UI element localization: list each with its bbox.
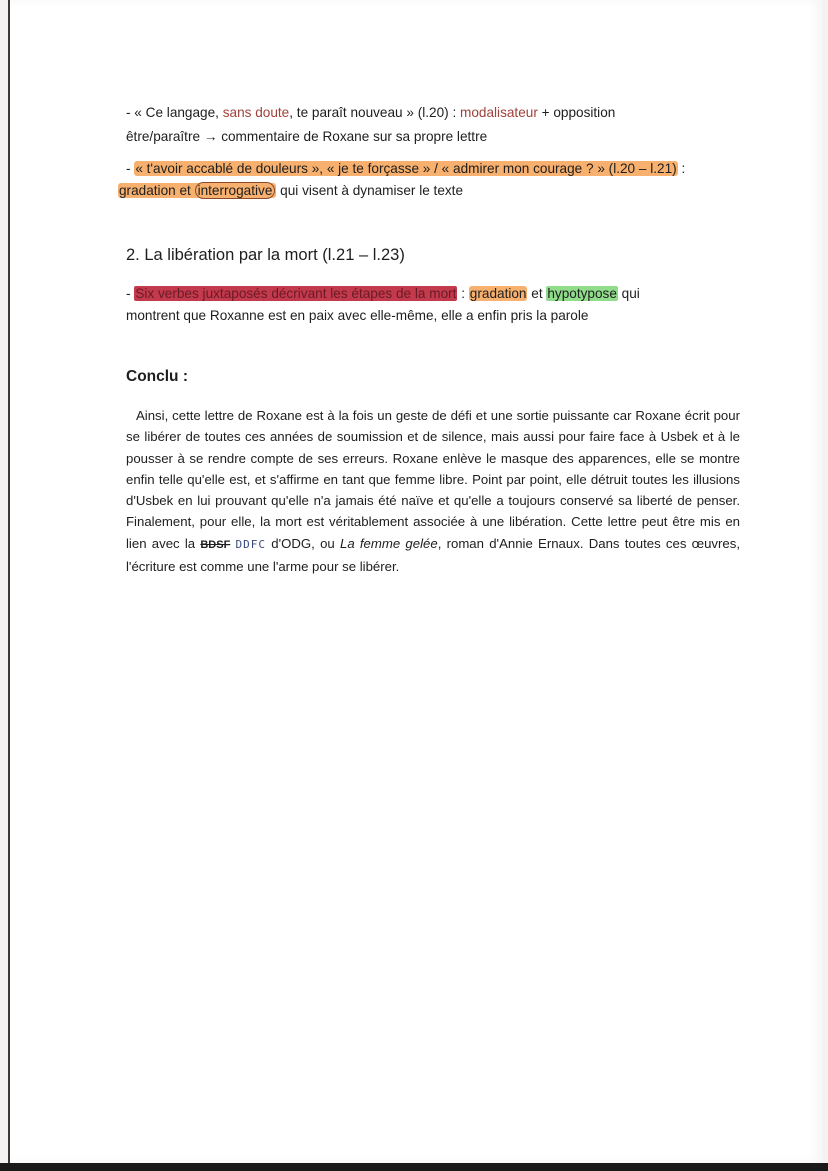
conclusion-text: Ainsi, cette lettre de Roxane est à la fois un geste de défi et une sortie puissante car Roxane écrit pour se libérer de toutes ces années de soumission et de silence, mais aussi pour faire face à Usbek et à le pousser à se rendre compte de ses erreurs. Roxane enlève le masque des apparences, elle se montre enfin telle qu'elle est, et s'affirme en tant que femme libre. Point par point, elle détruit toutes les illusions d'Usbek en lui prouvant qu'elle n'a jamais été naïve et qu'elle a toujours conservé sa liberté de penser. Finalement, pour elle, la mort est véritablement associée à une libération. Cette lettre peut être mis en lien avec la xyxy=(126,408,740,551)
bullet-text: : xyxy=(677,161,686,176)
handwritten-correction: DDFC xyxy=(235,537,267,551)
circled-interrogative: interrogative xyxy=(195,182,276,199)
highlight-six-verbes: Six verbes juxtaposés décrivant les étapes de la mort xyxy=(135,286,457,301)
highlight-hypotypose: hypotypose xyxy=(547,286,617,301)
bullet-text: : xyxy=(457,286,469,301)
bullet-text: , te paraît nouveau » (l.20) : xyxy=(289,105,461,120)
highlight-gradation-interrogative xyxy=(118,183,276,198)
conclusion-text: d'ODG, ou xyxy=(266,535,340,551)
page-bottom-edge xyxy=(0,1163,828,1171)
bullet-ce-langage-line2: être/paraître → commentaire de Roxane sur sa propre lettre xyxy=(126,129,488,144)
bullet-text: gradation et xyxy=(119,183,195,198)
bullet-gradation-line2 xyxy=(118,182,463,200)
section-heading-liberation: 2. La libération par la mort (l.21 – l.23) xyxy=(126,246,405,264)
red-term-modalisateur: modalisateur xyxy=(460,105,538,120)
highlight-gradation: gradation xyxy=(469,286,527,301)
struck-text: BDSF xyxy=(200,538,231,551)
bullet-text: qui visent à dynamiser le texte xyxy=(276,183,464,198)
conclusion-heading: Conclu : xyxy=(126,368,188,385)
bullet-six-verbes xyxy=(126,285,640,303)
bullet-six-verbes-line2: montrent que Roxanne est en paix avec elle-même, elle a enfin pris la parole xyxy=(126,308,589,323)
book-title: La femme gelée xyxy=(339,535,438,551)
conclusion-paragraph xyxy=(126,405,740,577)
bullet-text: qui xyxy=(617,286,640,301)
conclusion-text: , roman d'Annie Ernaux. Dans toutes ces œuvres, l'écriture est comme une l'arme pour se libérer. xyxy=(126,535,741,575)
bullet-text: et xyxy=(527,286,547,301)
highlight-quotes: « t'avoir accablé de douleurs », « je te forçasse » / « admirer mon courage ? » (l.20 – l.21) xyxy=(135,161,677,176)
bullet-text: + opposition xyxy=(537,105,616,120)
bullet-gradation xyxy=(126,160,685,178)
bullet-dash: - xyxy=(126,161,135,176)
bullet-ce-langage xyxy=(126,104,615,122)
document-page xyxy=(8,0,822,1163)
bullet-dash: - xyxy=(126,286,135,301)
bullet-text: - « Ce langage, xyxy=(126,105,223,120)
red-term-sans-doute: sans doute xyxy=(222,105,290,120)
